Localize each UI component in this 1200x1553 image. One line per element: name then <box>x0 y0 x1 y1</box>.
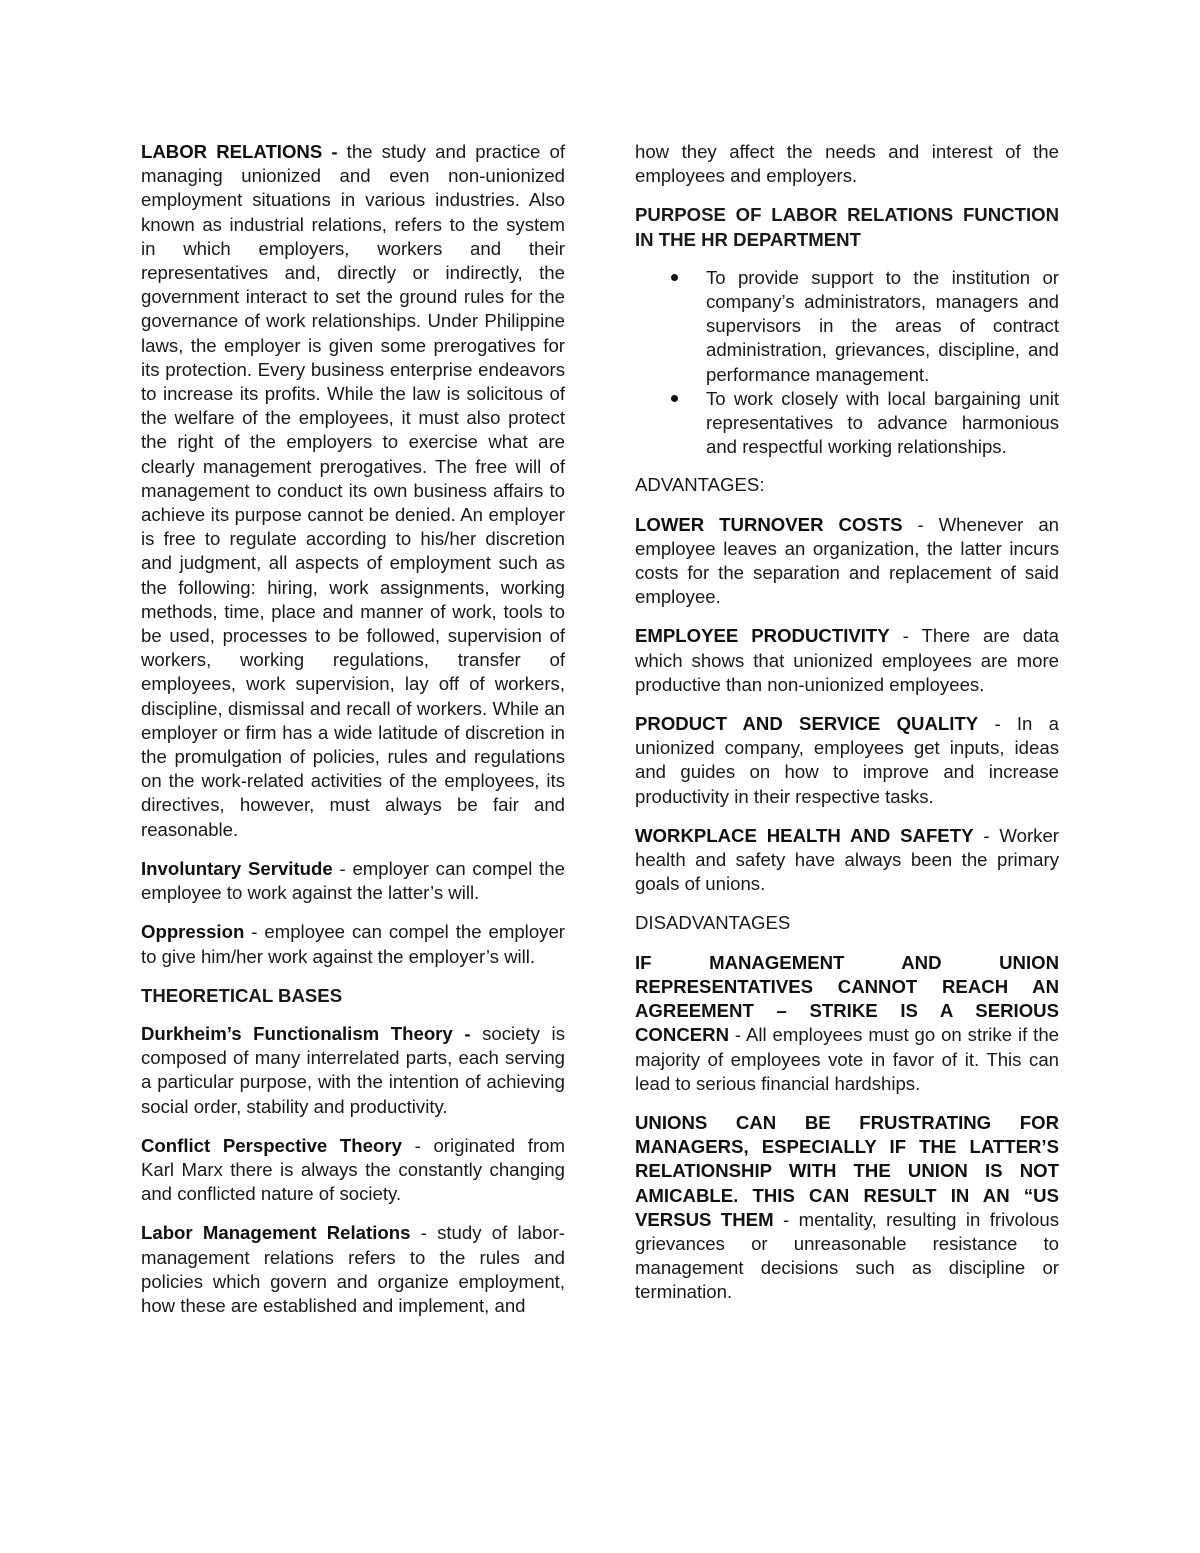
lower-turnover-text: - Whenever an employee leaves an organization, the latter incurs costs for the separation and replacement of said employee. <box>635 513 1060 608</box>
bullet-icon <box>671 274 678 281</box>
purpose-list <box>635 266 1059 460</box>
left-column <box>141 140 565 1333</box>
continuation-paragraph: how they affect the needs and interest of the employees and employers. <box>635 141 1059 187</box>
durkheim-text: society is composed of many interrelated parts, each serving a particular purpose, with the intention of achieving social order, stability and productivity. <box>141 1022 565 1117</box>
frustrating-text: - mentality, resulting in frivolous grievances or unreasonable resistance to management decisions such as discipline or termination. <box>635 1208 1059 1303</box>
involuntary-servitude-paragraph <box>141 857 565 905</box>
oppression-text: - employee can compel the employer to give him/her work against the employer’s will. <box>141 921 565 967</box>
lower-turnover-paragraph <box>635 513 1059 610</box>
product-quality-text: - In a unionized company, employees get inputs, ideas and guides on how to improve and increase productivity in their respective tasks. <box>635 713 1059 807</box>
list-item <box>635 387 1059 460</box>
labor-relations-paragraph <box>141 140 565 842</box>
frustrating-term: UNIONS CAN BE FRUSTRATING FOR MANAGERS, ESPECIALLY IF THE LATTER’S RELATIONSHIP WITH THE UNION IS NOT AMICABLE. THIS CAN RESULT IN AN “US VERSUS THEM <box>635 1111 1059 1230</box>
purpose-item-text: To provide support to the institution or company’s administrators, managers and supervisors in the areas of contract administration, grievances, discipline, and performance management. <box>706 266 1059 385</box>
oppression-term: Oppression <box>141 921 245 943</box>
strike-term: IF MANAGEMENT AND UNION REPRESENTATIVES CANNOT REACH AN AGREEMENT – STRIKE IS A SERIOUS CONCERN <box>635 951 1059 1046</box>
labor-management-paragraph <box>141 1221 565 1318</box>
labor-management-term: Labor Management Relations <box>141 1222 411 1244</box>
purpose-heading: PURPOSE OF LABOR RELATIONS FUNCTION IN THE HR DEPARTMENT <box>635 204 1059 250</box>
strike-paragraph <box>635 951 1059 1096</box>
conflict-term: Conflict Perspective Theory <box>141 1134 402 1156</box>
advantages-label: ADVANTAGES: <box>635 474 765 496</box>
labor-management-text: - study of labor-management relations refers to the rules and policies which govern and organize employment, how these are established and implement, and <box>141 1222 565 1316</box>
health-safety-text: - Worker health and safety have always been the primary goals of unions. <box>635 824 1059 895</box>
health-safety-term: WORKPLACE HEALTH AND SAFETY <box>635 824 974 846</box>
product-quality-term: PRODUCT AND SERVICE QUALITY <box>635 713 979 735</box>
oppression-paragraph <box>141 920 565 968</box>
lower-turnover-term: LOWER TURNOVER COSTS <box>635 513 903 535</box>
durkheim-term: Durkheim’s Functionalism Theory - <box>141 1022 471 1044</box>
employee-productivity-text: - There are data which shows that unionized employees are more productive than non-unionized employees. <box>635 625 1059 695</box>
employee-productivity-term: EMPLOYEE PRODUCTIVITY <box>635 625 890 647</box>
involuntary-servitude-term: Involuntary Servitude <box>141 857 333 879</box>
product-quality-paragraph <box>635 712 1059 809</box>
theoretical-bases-heading: THEORETICAL BASES <box>141 984 343 1006</box>
labor-relations-term: LABOR RELATIONS - <box>141 141 338 162</box>
health-safety-paragraph <box>635 824 1059 897</box>
bullet-icon <box>671 395 678 402</box>
involuntary-servitude-text: - employer can compel the employee to work against the latter’s will. <box>141 857 565 904</box>
purpose-item-text: To work closely with local bargaining unit representatives to advance harmonious and respectful working relationships. <box>706 387 1059 458</box>
conflict-text: - originated from Karl Marx there is always the constantly changing and conflicted nature of society. <box>141 1134 565 1205</box>
durkheim-paragraph <box>141 1022 565 1119</box>
right-column <box>635 140 1059 1320</box>
frustrating-paragraph <box>635 1111 1059 1305</box>
labor-relations-text: the study and practice of managing unionized and even non-unionized employment situations in various industries. Also known as industrial relations, refers to the system in which employers, workers and their representatives and, directly or indirectly, the government interact to set the ground rules for the governance of work relationships. Under Philippine laws, the employer is given some prerogatives for its protection. Every business enterprise endeavors to increase its profits. While the law is solicitous of the welfare of the employees, it must also protect the right of the employers to exercise what are clearly management prerogatives. The free will of management to conduct its own business affairs to achieve its purpose cannot be denied. An employer is free to regulate according to his/her discretion and judgment, all aspects of employment such as the following: hiring, work assignments, working methods, time, place and manner of work, tools to be used, processes to be followed, supervision of workers, working regulations, transfer of employees, work supervision, lay off of workers, discipline, dismissal and recall of workers. While an employer or firm has a wide latitude of discretion in the promulgation of policies, rules and regulations on the work-related activities of the employees, its directives, however, must always be fair and reasonable. <box>141 141 565 840</box>
employee-productivity-paragraph <box>635 624 1059 697</box>
list-item <box>635 266 1059 387</box>
disadvantages-label: DISADVANTAGES <box>635 912 791 934</box>
conflict-paragraph <box>141 1134 565 1207</box>
strike-text: - All employees must go on strike if the majority of employees vote in favor of it. This can lead to serious financial hardships. <box>635 1024 1059 1094</box>
